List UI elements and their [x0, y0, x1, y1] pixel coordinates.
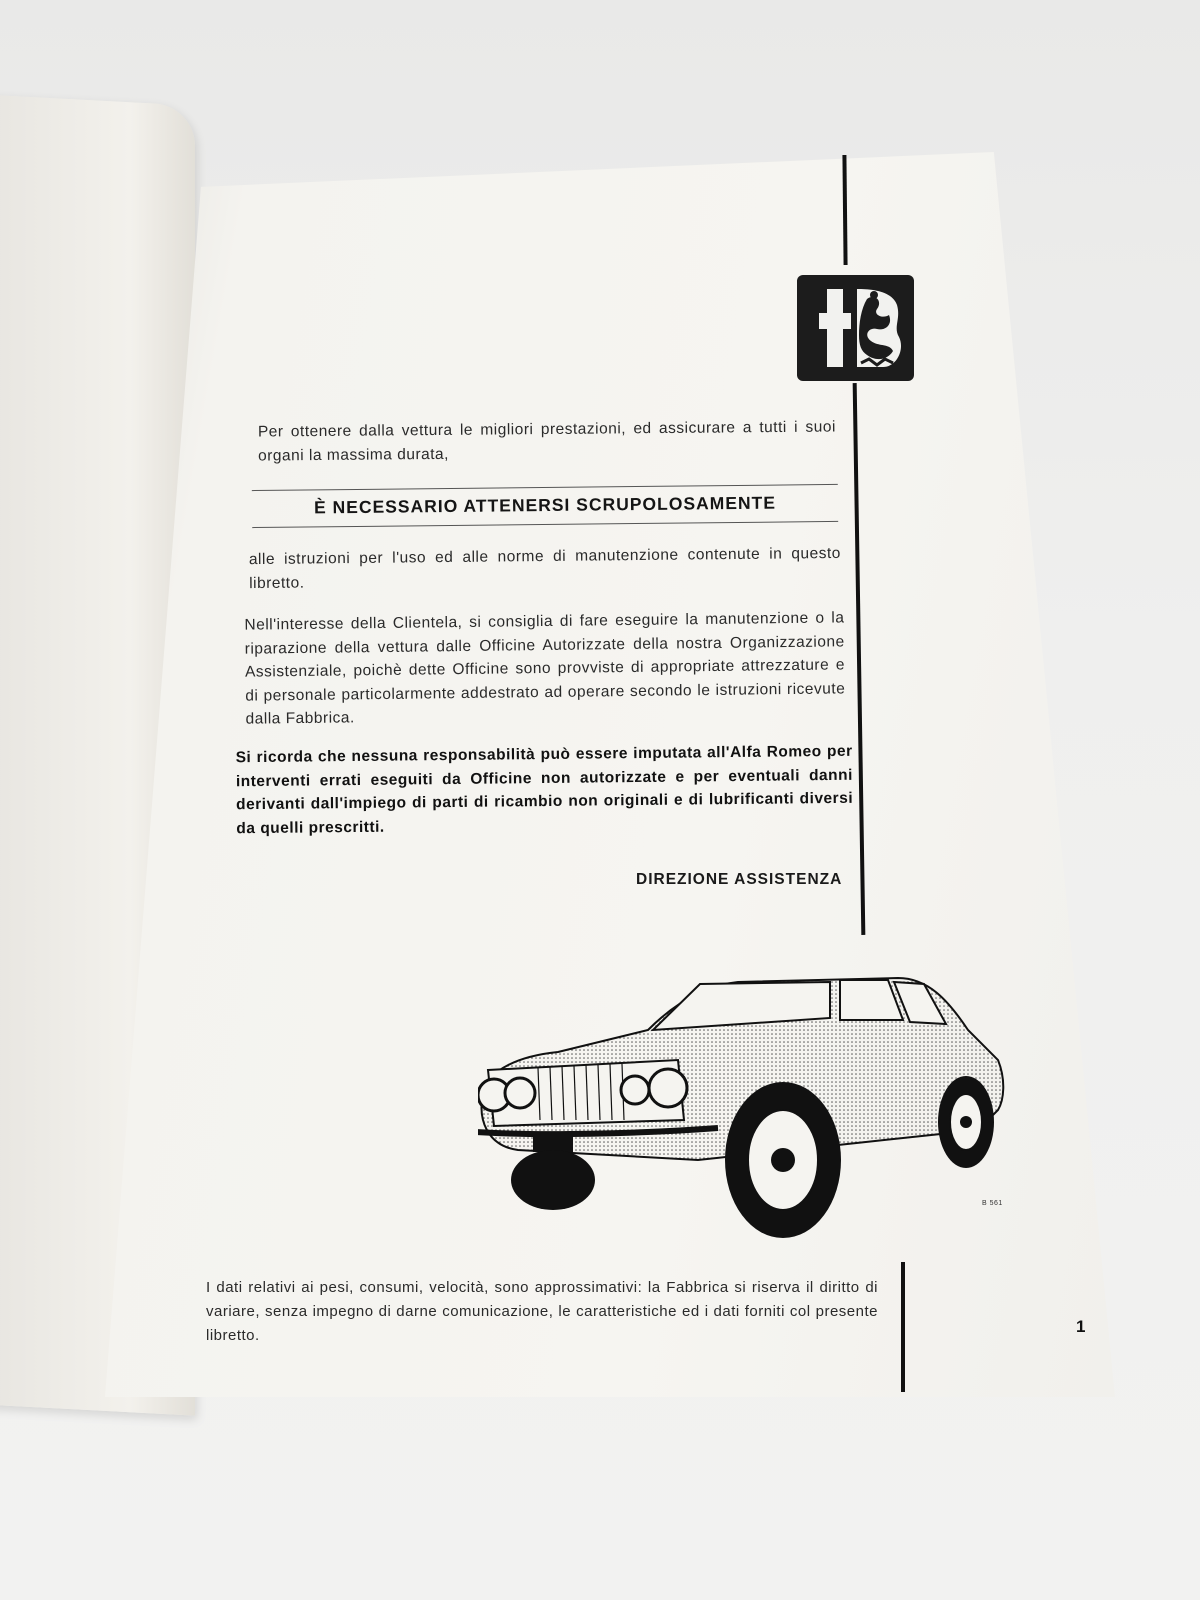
- figure-code: B 561: [982, 1200, 1003, 1207]
- intro-text: Per ottenere dalla vettura le migliori prestazioni, ed assicurare a tutti i suoi organi la massima durata,: [257, 418, 836, 465]
- signature: DIREZIONE ASSISTENZA: [636, 871, 843, 888]
- footer-note: I dati relativi ai pesi, consumi, velocità, sono approssimativi: la Fabbrica si riserva il diritto di variare, senza impegno di darne comunicazione, le caratteristiche ed i dati forniti col presente libretto.: [206, 1279, 878, 1344]
- car-coupe-illustration: [478, 960, 1033, 1245]
- headline: È NECESSARIO ATTENERSI SCRUPOLOSAMENTE: [252, 484, 838, 528]
- vertical-rule-bottom: [901, 1262, 905, 1392]
- paragraph-maintenance: Nell'interesse della Clientela, si consiglia di fare eseguire la manutenzione o la riparazione della vettura dalle Officine Autorizzate della nostra Organizzazione Assistenziale, poichè dette Officine sono provviste di appropriate attrezzature e di personale particolarmente addestrato ad operare secondo le istruzioni ricevute dalla Fabbrica.: [244, 609, 846, 728]
- paragraph-instructions: alle istruzioni per l'uso ed alle norme di manutenzione contenute in questo libretto.: [248, 544, 841, 592]
- alfa-romeo-emblem-icon: [797, 275, 914, 381]
- page-number: 1: [1076, 1317, 1086, 1336]
- paragraph-disclaimer: Si ricorda che nessuna responsabilità può essere imputata all'Alfa Romeo per interventi errati eseguiti da Officine non autorizzate e per eventuali danni derivanti dall'impiego di parti di ricambio non originali e di lubrificanti diversi da quelli prescritti.: [235, 742, 854, 837]
